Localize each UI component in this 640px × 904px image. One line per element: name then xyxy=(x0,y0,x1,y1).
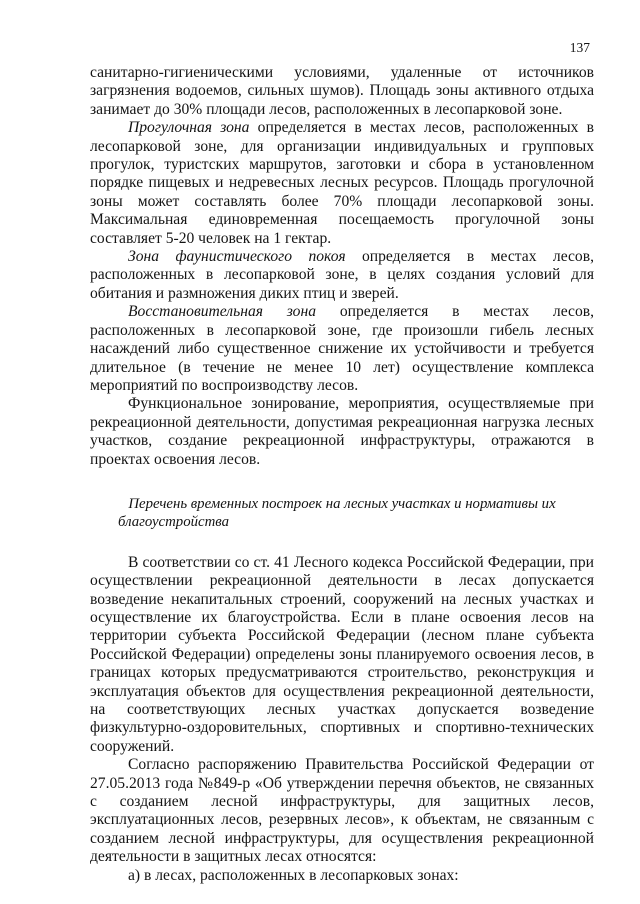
paragraph-government-order: Согласно распоряжению Правительства Российской Федерации от 27.05.2013 года №849-р «Об утверждении перечня объектов, не связанных с созданием лесной инфраструктуры, для защитных лесов, эксплуатационных лесов, резервных лесов», к объектам, не связанным с созданием лесной инфраструктуры, для осуществления рекреационной деятельности в защитных лесах относятся: xyxy=(90,756,594,866)
paragraph-text: определяется в местах лесов, расположенных в лесопарковой зоне, где произошли гибель лесных насаждений либо существенное снижение их устойчивости и требуется длительное (в течение не менее 10 лет) осуществление комплекса мероприятий по воспроизводству лесов. xyxy=(90,303,594,394)
term-walking-zone: Прогулочная зона xyxy=(128,119,250,137)
paragraph-text: определяется в местах лесов, расположенных в лесопарковой зоне, в целях создания условий для обитания и размножения диких птиц и зверей. xyxy=(90,248,594,302)
paragraph-forest-code: В соответствии со ст. 41 Лесного кодекса Российской Федерации, при осуществлении рекреационной деятельности в лесах допускается возведение некапитальных строений, сооружений на лесных участках и осуществление их благоустройства. Если в плане освоения лесов на территории субъекта Российской Федерации (лесном плане субъекта Российской Федерации) определены зоны планируемого освоения лесов, в границах которых предусматриваются строительство, реконструкция и эксплуатация объектов для осуществления рекреационной деятельности, на соответствующих лесных участках допускается возведение физкультурно-оздоровительных, спортивных и спортивно-технических сооружений. xyxy=(90,553,594,755)
paragraph-restoration-zone xyxy=(90,303,594,395)
section-title: Перечень временных построек на лесных участках и нормативы их благоустройства xyxy=(118,495,556,531)
paragraph-functional-zoning: Функциональное зонирование, мероприятия, осуществляемые при рекреационной деятельности, допустимая рекреационная нагрузка лесных участков, создание рекреационной инфраструктуры, отражаются в проектах освоения лесов. xyxy=(90,395,594,468)
paragraph-fauna-zone xyxy=(90,248,594,303)
list-item-a: а) в лесах, расположенных в лесопарковых зонах: xyxy=(128,866,459,884)
term-restoration-zone: Восстановительная зона xyxy=(128,303,317,321)
paragraph-text: определяется в местах лесов, расположенных в лесопарковой зоне, для организации индивидуальных и групповых прогулок, туристских маршрутов, заготовки и сбора в установленном порядке пищевых и недревесных лесных ресурсов. Площадь прогулочной зоны может составлять более 70% площади лесопарковой зоны. Максимальная единовременная посещаемость прогулочной зоны составляет 5-20 человек на 1 гектар. xyxy=(90,119,595,247)
document-body xyxy=(90,64,594,885)
term-fauna-zone: Зона фаунистического покоя xyxy=(128,248,346,266)
page-number: 137 xyxy=(569,40,590,55)
paragraph-walking-zone xyxy=(90,119,594,248)
paragraph-zone-active-rest: санитарно-гигиеническими условиями, удаленные от источников загрязнения водоемов, сильных шумов). Площадь зоны активного отдыха занимает до 30% площади лесов, расположенных в лесопарковой зоне. xyxy=(90,64,594,118)
